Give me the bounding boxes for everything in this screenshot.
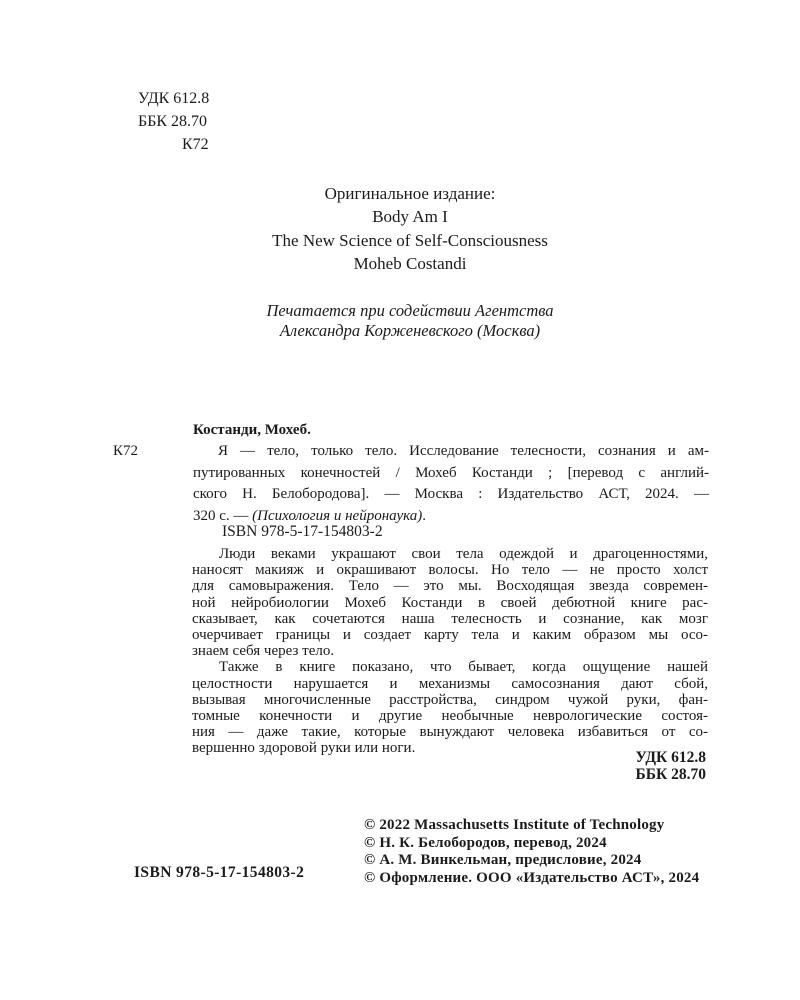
annotation-line: томные конечности и другие необычные неврологические состоя- <box>192 708 708 725</box>
udk-code-bottom: УДК 612.8 <box>635 749 706 766</box>
annotation-line: наносят макияж и окрашивают волосы. Но тело — не просто холст <box>192 562 708 579</box>
annotation-block <box>192 546 708 757</box>
copyright-line: © Оформление. ООО «Издательство АСТ», 2024 <box>364 869 700 886</box>
bibliographic-record <box>113 420 709 527</box>
bottom-classification-codes <box>192 749 706 783</box>
isbn-record: ISBN 978-5-17-154803-2 <box>222 523 383 540</box>
annotation-paragraph-2 <box>192 659 708 756</box>
copyright-line: © Н. К. Белобородов, перевод, 2024 <box>364 834 607 851</box>
agency-note <box>110 301 710 341</box>
annotation-line: Люди веками украшают свои тела одеждой и драгоценностями, <box>219 546 708 562</box>
annotation-line: сказывает, как сочетаются наша телесность и сознание, как мозг <box>192 610 708 627</box>
bib-series-title: (Психология и нейронаука) <box>252 507 423 524</box>
original-author: Moheb Costandi <box>353 254 467 274</box>
original-title: Body Am I <box>372 207 448 227</box>
bib-author-heading: Костанди, Мохеб. <box>193 422 311 438</box>
bib-line: путированных конечностей / Мохеб Костанди ; [перевод с англий- <box>193 464 709 481</box>
annotation-line: вызывая многочисленные расстройства, синдром чужой руки, фан- <box>192 691 708 708</box>
copyright-block <box>364 817 699 887</box>
original-subtitle: The New Science of Self-Consciousness <box>272 230 548 250</box>
annotation-line: для самовыражения. Тело — это мы. Восходящая звезда современ- <box>192 578 708 595</box>
top-classification-codes <box>138 87 209 156</box>
bbk-code: ББК 28.70 <box>138 113 208 130</box>
annotation-line: Также в книге показано, что бывает, когда ощущение нашей <box>219 659 708 676</box>
agency-note-line2: Александра Корженевского (Москва) <box>279 321 541 340</box>
copyright-line: © А. М. Винкельман, предисловие, 2024 <box>364 852 642 868</box>
udk-code: УДК 612.8 <box>138 90 210 107</box>
annotation-line: целостности нарушается и механизмы самосознания дают сбой, <box>192 675 708 692</box>
bib-hanging-code: К72 <box>113 443 139 460</box>
bib-series-period: . <box>422 507 427 524</box>
annotation-line: очерчивает границы и создает карту тела и каким образом мы осо- <box>192 627 708 644</box>
annotation-line: ной нейробиологии Мохеб Костанди в своей дебютной книге рас- <box>192 594 708 611</box>
isbn-bottom: ISBN 978-5-17-154803-2 <box>134 864 305 881</box>
agency-note-line1: Печатается при содействии Агентства <box>266 301 554 320</box>
bib-entry <box>113 441 709 527</box>
original-edition-block <box>110 182 710 276</box>
bib-line: ского Н. Белобородова]. — Москва : Издательство АСТ, 2024. — <box>193 486 709 503</box>
annotation-line: вершенно здоровой руки или ноги. <box>192 740 416 757</box>
annotation-line: знаем себя через тело. <box>192 643 335 660</box>
annotation-paragraph-1 <box>192 546 708 659</box>
author-sign-code: К72 <box>182 136 209 153</box>
annotation-line: ния — даже такие, которые вынуждают человека избавиться от со- <box>192 724 708 741</box>
bbk-code-bottom: ББК 28.70 <box>635 766 706 783</box>
original-edition-label: Оригинальное издание: <box>324 184 496 203</box>
bib-line: Я — тело, только тело. Исследование телесности, сознания и ам- <box>218 443 709 460</box>
bib-pages: 320 с. — <box>193 507 253 524</box>
copyright-line: © 2022 Massachusetts Institute of Technology <box>364 817 665 833</box>
